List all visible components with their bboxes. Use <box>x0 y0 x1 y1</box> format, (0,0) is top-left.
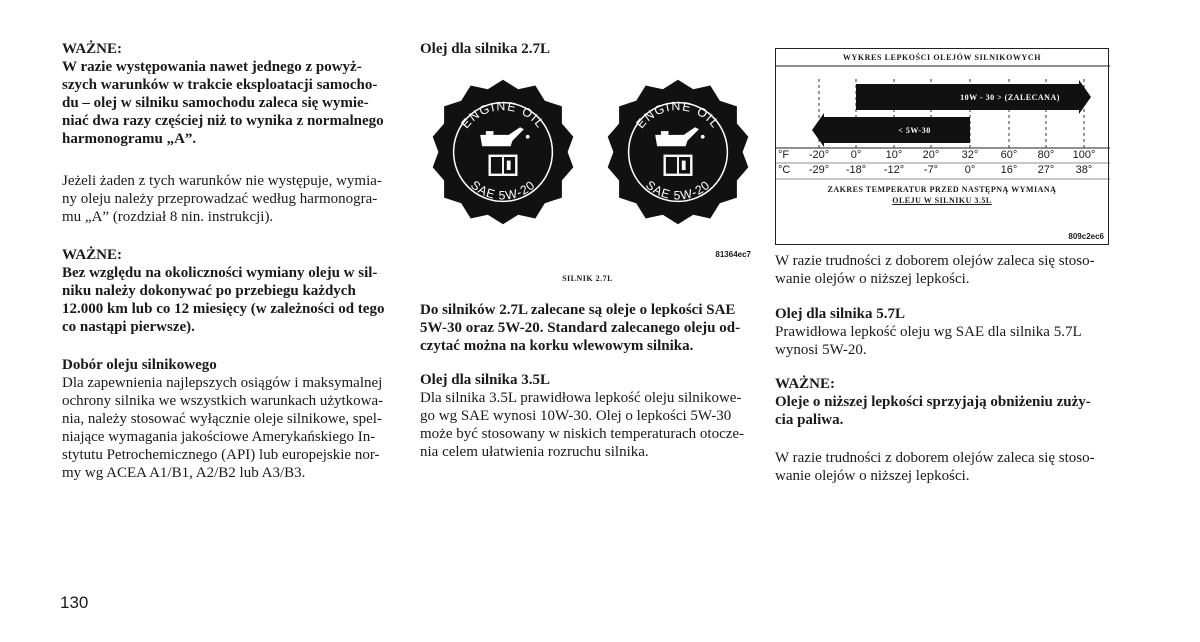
section-heading: Olej dla silnika 2.7L <box>420 41 551 57</box>
text-line: czytać można na korku wlewowym silnika. <box>420 338 694 354</box>
important-title: WAŻNE: <box>62 247 123 263</box>
recommendation-paragraph <box>420 301 755 355</box>
oil-cap-illustration <box>420 68 755 268</box>
text-line: ny oleju należy przeprowadzać według harmonogra- <box>62 191 378 207</box>
text-line: Oleje o niższej lepkości sprzyjają obniżeniu zuży- <box>775 394 1091 410</box>
celsius-label: °C <box>778 164 791 176</box>
text-line: niające wymagania jakościowe Amerykańskiego In- <box>62 429 376 445</box>
important-note-3 <box>775 375 1110 429</box>
viscosity-tip <box>775 252 1110 288</box>
chart-code: 809c2ec6 <box>1068 232 1104 241</box>
chart-title: WYKRES LEPKOŚCI OLEJÓW SILNIKOWYCH <box>842 53 1042 62</box>
schedule-paragraph <box>62 172 400 226</box>
tick-label-f: 60° <box>1000 149 1018 161</box>
bar-label: 10W - 30 > (ZALECANA) <box>960 93 1060 102</box>
page-number: 130 <box>60 593 89 612</box>
tick-label-f: 10° <box>885 149 903 161</box>
text-line: Do silników 2.7L zalecane są oleje o lepkości SAE <box>420 302 736 318</box>
image-code: 81364ec7 <box>715 250 751 259</box>
svg-text:SAE 5W-20: SAE 5W-20 <box>467 177 539 203</box>
tick-label-f: 32° <box>961 149 979 161</box>
viscosity-chart <box>775 48 1109 245</box>
tick-label-c: 16° <box>1000 164 1018 176</box>
svg-text:ENGINE OIL: ENGINE OIL <box>458 99 548 132</box>
text-line: 12.000 km lub co 12 miesięcy (w zależności od tego <box>62 301 385 317</box>
viscosity-tip-repeat <box>775 449 1110 485</box>
tick-label-c: -7° <box>923 164 939 176</box>
tick-label-c: -29° <box>808 164 830 176</box>
important-note-2 <box>62 246 400 336</box>
middle-column <box>420 40 755 461</box>
tick-label-c: 0° <box>964 164 976 176</box>
text-line: szych warunków w trakcie eksploatacji samocho- <box>62 77 378 93</box>
text-line: wanie olejów o niższej lepkości. <box>775 468 970 484</box>
important-note-1 <box>62 40 400 148</box>
important-title: WAŻNE: <box>62 41 123 57</box>
text-line: Dla silnika 3.5L prawidłowa lepkość oleju silnikowe- <box>420 390 742 406</box>
text-line: Prawidłowa lepkość oleju wg SAE dla silnika 5.7L <box>775 324 1082 340</box>
text-line: Jeżeli żaden z tych warunków nie występuje, wymia- <box>62 173 382 189</box>
engine-35-section <box>420 371 755 461</box>
range-bar <box>812 113 970 147</box>
oil-selection-section <box>62 356 400 482</box>
footer-line: OLEJU W SILNIKU 3.5L <box>892 196 992 205</box>
text-line: harmonogramu „A”. <box>62 131 197 147</box>
tick-label-f: 20° <box>922 149 940 161</box>
text-line: ochrony silnika we wszystkich warunkach użytkowa- <box>62 393 384 409</box>
text-line: nia, należy stosować wyłącznie oleje silnikowe, spel- <box>62 411 382 427</box>
oil-cap-icon <box>602 76 754 228</box>
text-line: niku należy dokonywać po przebiegu każdych <box>62 283 356 299</box>
fahrenheit-label: °F <box>778 149 790 161</box>
text-line: Bez względu na okoliczności wymiany oleju w sil- <box>62 265 378 281</box>
text-line: stytutu Petrochemicznego (API) lub europejskie nor- <box>62 447 380 463</box>
text-line: 5W-30 oraz 5W-20. Standard zalecanego oleju od- <box>420 320 741 336</box>
image-caption: SILNIK 2.7L <box>562 274 613 283</box>
text-line: wynosi 5W-20. <box>775 342 867 358</box>
section-heading: Dobór oleju silnikowego <box>62 357 217 373</box>
tick-label-c: 27° <box>1037 164 1055 176</box>
text-line: W razie trudności z doborem olejów zaleca się stoso- <box>775 253 1095 269</box>
svg-text:SAE 5W-20: SAE 5W-20 <box>642 177 714 203</box>
text-line: co nastąpi pierwsze). <box>62 319 195 335</box>
text-line: niać dwa razy częściej niż to wynika z normalnego <box>62 113 384 129</box>
chart-footer <box>776 184 1108 206</box>
tick-label-f: 0° <box>850 149 862 161</box>
right-column <box>775 48 1110 485</box>
text-line: my wg ACEA A1/B1, A2/B2 lub A3/B3. <box>62 465 306 481</box>
text-line: nia celem ułatwienia rozruchu silnika. <box>420 444 649 460</box>
text-line: W razie występowania nawet jednego z powyż- <box>62 59 362 75</box>
tick-label-c: -18° <box>845 164 867 176</box>
text-line: go wg SAE wynosi 10W-30. Olej o lepkości 5W-30 <box>420 408 732 424</box>
left-column <box>62 40 400 482</box>
tick-label-f: 100° <box>1072 149 1096 161</box>
engine-57-section <box>775 305 1110 359</box>
text-line: Dla zapewnienia najlepszych osiągów i maksymalnej <box>62 375 383 391</box>
oil-cap-icon <box>427 76 579 228</box>
section-heading: Olej dla silnika 5.7L <box>775 306 906 322</box>
svg-text:ENGINE OIL: ENGINE OIL <box>633 99 723 132</box>
text-line: wanie olejów o niższej lepkości. <box>775 271 970 287</box>
tick-label-c: 38° <box>1075 164 1093 176</box>
section-heading: Olej dla silnika 3.5L <box>420 372 551 388</box>
text-line: może być stosowany w niskich temperaturach otocze- <box>420 426 745 442</box>
text-line: mu „A” (rozdział 8 nin. instrukcji). <box>62 209 274 225</box>
important-title: WAŻNE: <box>775 376 836 392</box>
text-line: W razie trudności z doborem olejów zaleca się stoso- <box>775 450 1095 466</box>
footer-line: ZAKRES TEMPERATUR PRZED NASTĘPNĄ WYMIANĄ <box>827 185 1057 194</box>
bar-label: < 5W-30 <box>898 126 931 135</box>
tick-label-f: 80° <box>1037 149 1055 161</box>
text-line: du – olej w silniku samochodu zaleca się wymie- <box>62 95 369 111</box>
chart-canvas <box>776 49 1110 246</box>
tick-label-c: -12° <box>883 164 905 176</box>
tick-label-f: -20° <box>808 149 830 161</box>
text-line: cia paliwa. <box>775 412 844 428</box>
